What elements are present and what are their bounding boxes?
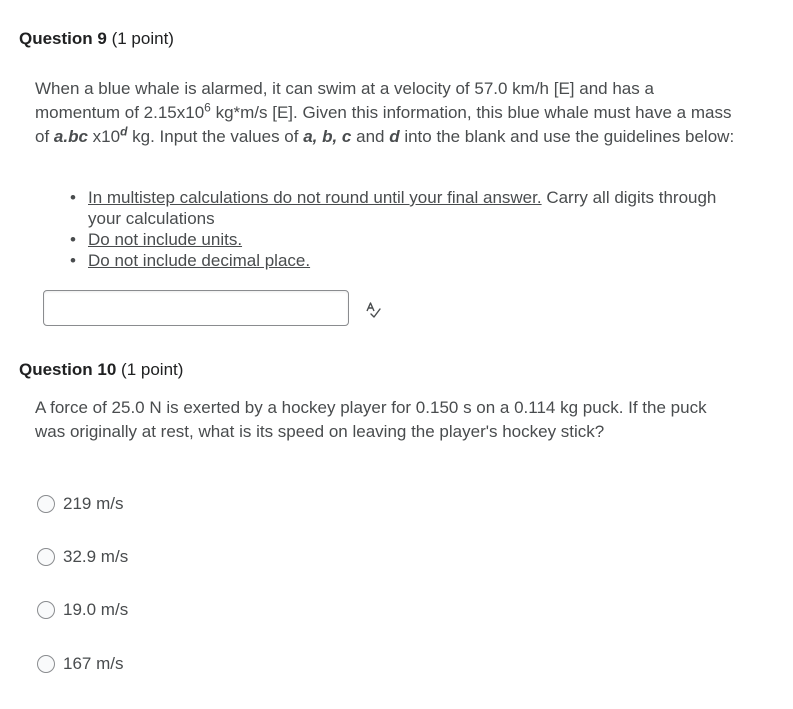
radio-button[interactable] — [37, 495, 55, 513]
question-points: (1 point) — [121, 360, 184, 379]
question-9-text — [35, 77, 735, 149]
question-text-segment: kg*m/s [E]. Given this information, this blue whale must have a mass of — [35, 103, 732, 146]
guidelines-list — [68, 187, 728, 271]
answer-option[interactable] — [37, 494, 123, 514]
question-number: Question 9 — [19, 29, 107, 48]
variables-abc-list: a, b, c — [303, 127, 352, 146]
question-text-segment: and — [351, 127, 390, 146]
guideline-item — [68, 229, 728, 250]
spellcheck-icon[interactable] — [364, 301, 382, 319]
exponent: 6 — [204, 100, 211, 115]
question-10-text: A force of 25.0 N is exerted by a hockey player for 0.150 s on a 0.114 kg puck. If the puck was originally at rest, what is its speed on leaving the player's hockey stick? — [35, 398, 707, 441]
option-label: 219 m/s — [63, 494, 124, 513]
radio-button[interactable] — [37, 601, 55, 619]
question-text-segment: When a blue whale is alarmed, it can swim at a velocity of 57.0 km/h [E] and has a momentum of 2.15x10 — [35, 79, 654, 122]
guideline-item — [68, 250, 728, 271]
question-10-title — [19, 360, 183, 380]
question-9-title — [19, 29, 174, 49]
question-text-segment: into the blank and use the guidelines below: — [399, 127, 735, 146]
guideline-underlined: Do not include decimal place. — [88, 251, 311, 270]
bullet: • — [70, 230, 76, 249]
variable-abc: a.bc — [53, 127, 88, 146]
guideline-underlined: Do not include units. — [88, 230, 243, 249]
question-points: (1 point) — [111, 29, 174, 48]
answer-option[interactable] — [37, 600, 128, 620]
question-number: Question 10 — [19, 360, 117, 379]
guideline-rest: Carry all digits through your calculations — [88, 188, 717, 228]
answer-option[interactable] — [37, 547, 128, 567]
option-label: 32.9 m/s — [63, 547, 129, 566]
guideline-item — [68, 187, 728, 229]
bullet: • — [70, 251, 76, 270]
radio-button[interactable] — [37, 655, 55, 673]
guideline-underlined: In multistep calculations do not round until your final answer. — [88, 188, 542, 207]
question-text-segment: x10 — [87, 127, 121, 146]
question-text-segment: kg. Input the values of — [127, 127, 304, 146]
variable-d: d — [389, 127, 400, 146]
answer-option[interactable] — [37, 654, 123, 674]
exponent-d: d — [120, 124, 128, 139]
answer-input[interactable] — [43, 290, 349, 326]
option-label: 167 m/s — [63, 654, 124, 673]
radio-button[interactable] — [37, 548, 55, 566]
option-label: 19.0 m/s — [63, 600, 129, 619]
bullet: • — [70, 188, 76, 207]
